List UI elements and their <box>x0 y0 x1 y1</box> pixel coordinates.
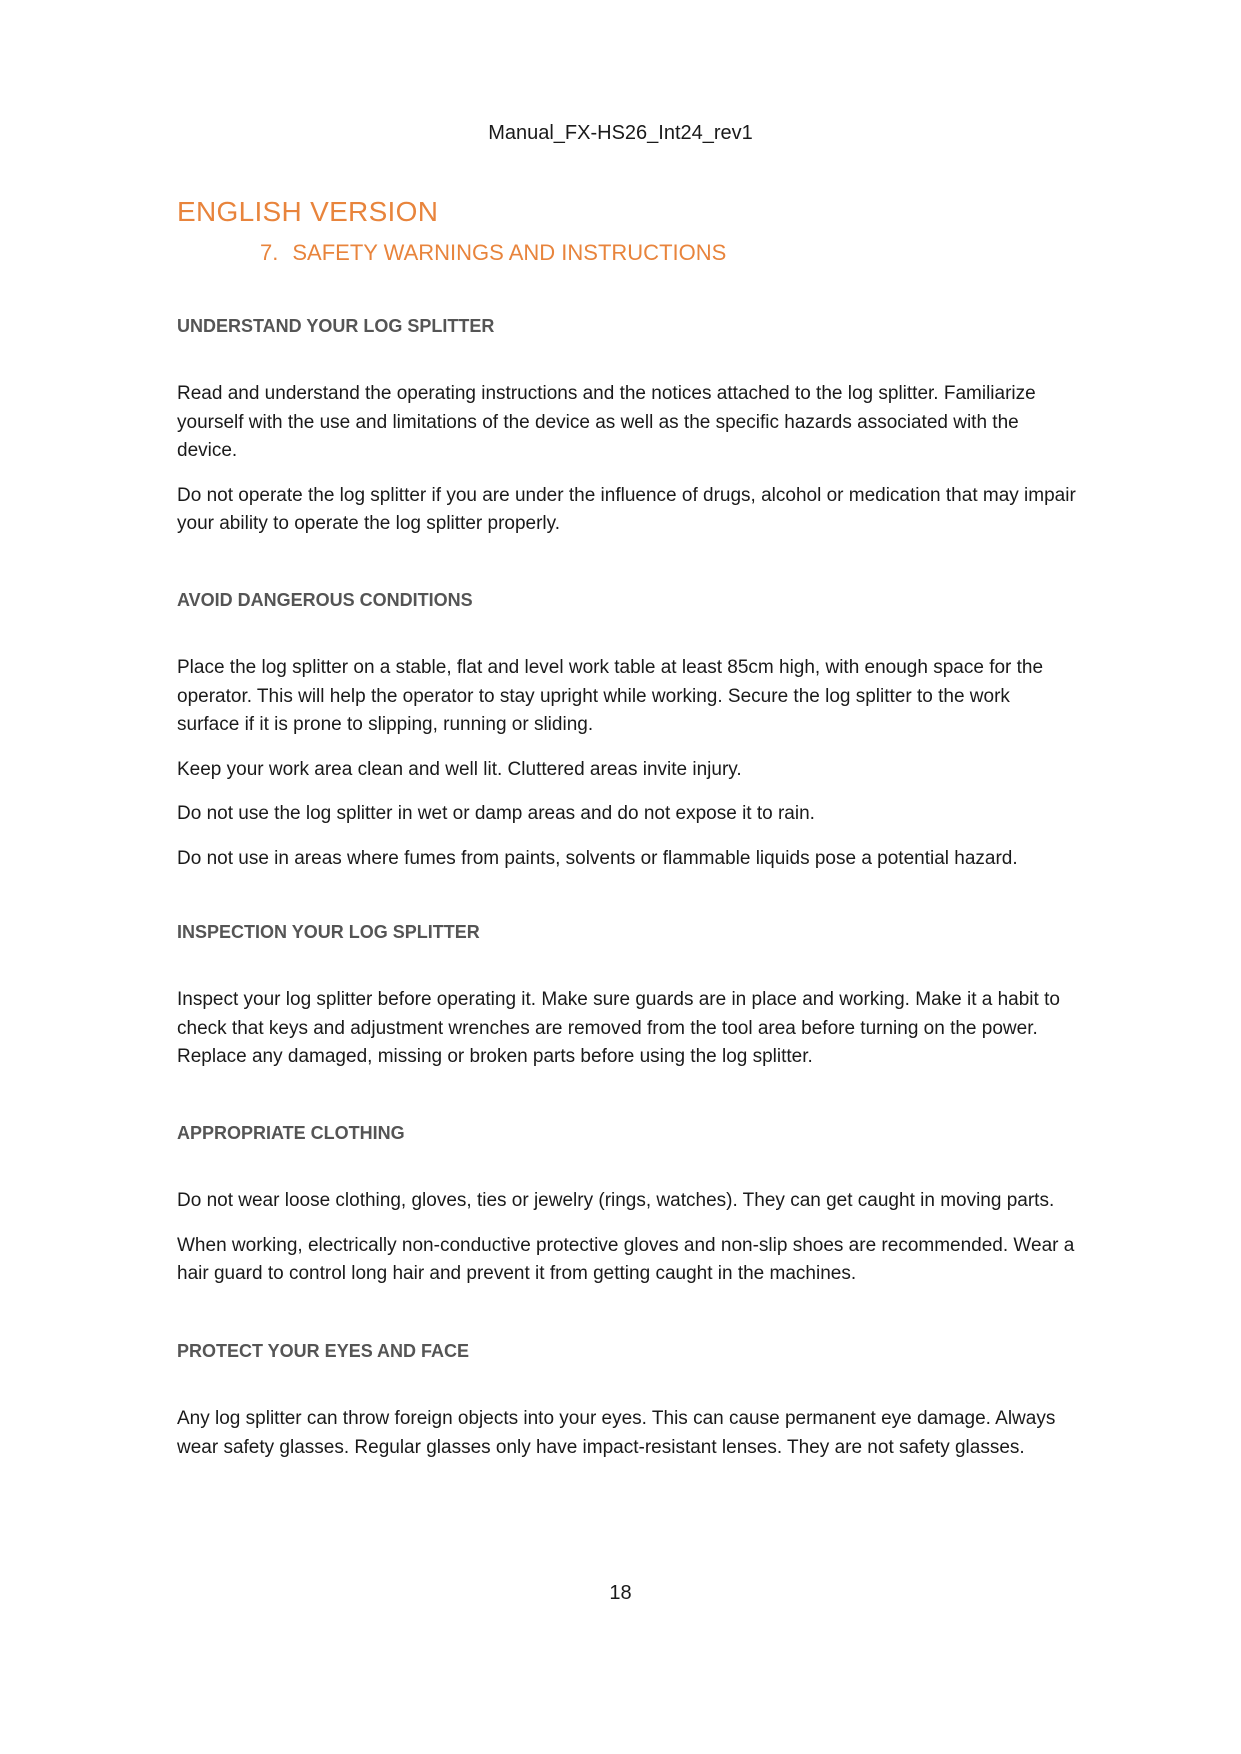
section-body <box>177 1405 1077 1478</box>
chapter-title <box>260 240 726 266</box>
paragraph: Do not use the log splitter in wet or damp areas and do not expose it to rain. <box>177 803 815 824</box>
chapter-number: 7. <box>260 240 279 265</box>
section-body <box>177 1187 1077 1305</box>
chapter-title-text: SAFETY WARNINGS AND INSTRUCTIONS <box>292 240 727 265</box>
section-heading: UNDERSTAND YOUR LOG SPLITTER <box>177 316 495 336</box>
paragraph: Inspect your log splitter before operating it. Make sure guards are in place and working. Make it a habit to check that keys and adjustment wrenches are removed from the tool area before turning on the power. Replace any damaged, missing or broken parts before using the log splitter. <box>177 989 1060 1067</box>
page-number: 18 <box>609 1582 632 1604</box>
section-body <box>177 986 1077 1088</box>
section-heading: AVOID DANGEROUS CONDITIONS <box>177 590 473 610</box>
section-body <box>177 654 1077 889</box>
paragraph: Any log splitter can throw foreign objects into your eyes. This can cause permanent eye damage. Always wear safety glasses. Regular glasses only have impact-resistant lenses. They are not safety glasses. <box>177 1408 1056 1458</box>
section-body <box>177 380 1077 555</box>
section-heading: INSPECTION YOUR LOG SPLITTER <box>177 922 480 942</box>
language-title: ENGLISH VERSION <box>177 196 439 227</box>
paragraph: Read and understand the operating instructions and the notices attached to the log splitter. Familiarize yourself with the use and limitations of the device as well as the specific hazards associated with the device. <box>177 383 1036 461</box>
paragraph: Do not operate the log splitter if you are under the influence of drugs, alcohol or medication that may impair your ability to operate the log splitter properly. <box>177 484 1076 534</box>
section-heading: PROTECT YOUR EYES AND FACE <box>177 1341 470 1361</box>
paragraph: Keep your work area clean and well lit. Cluttered areas invite injury. <box>177 758 742 780</box>
paragraph: Do not use in areas where fumes from paints, solvents or flammable liquids pose a potential hazard. <box>177 847 1018 869</box>
section-heading: APPROPRIATE CLOTHING <box>177 1123 405 1143</box>
paragraph: Place the log splitter on a stable, flat and level work table at least 85cm high, with enough space for the operator. This will help the operator to stay upright while working. Secure the log splitter to the work surface if it is prone to slipping, running or sliding. <box>177 657 1044 735</box>
paragraph: Do not wear loose clothing, gloves, ties or jewelry (rings, watches). They can get caught in moving parts. <box>177 1190 1055 1211</box>
document-reference: Manual_FX-HS26_Int24_rev1 <box>488 122 753 144</box>
paragraph: When working, electrically non-conductive protective gloves and non-slip shoes are recommended. Wear a hair guard to control long hair and prevent it from getting caught in the machines. <box>177 1234 1075 1284</box>
